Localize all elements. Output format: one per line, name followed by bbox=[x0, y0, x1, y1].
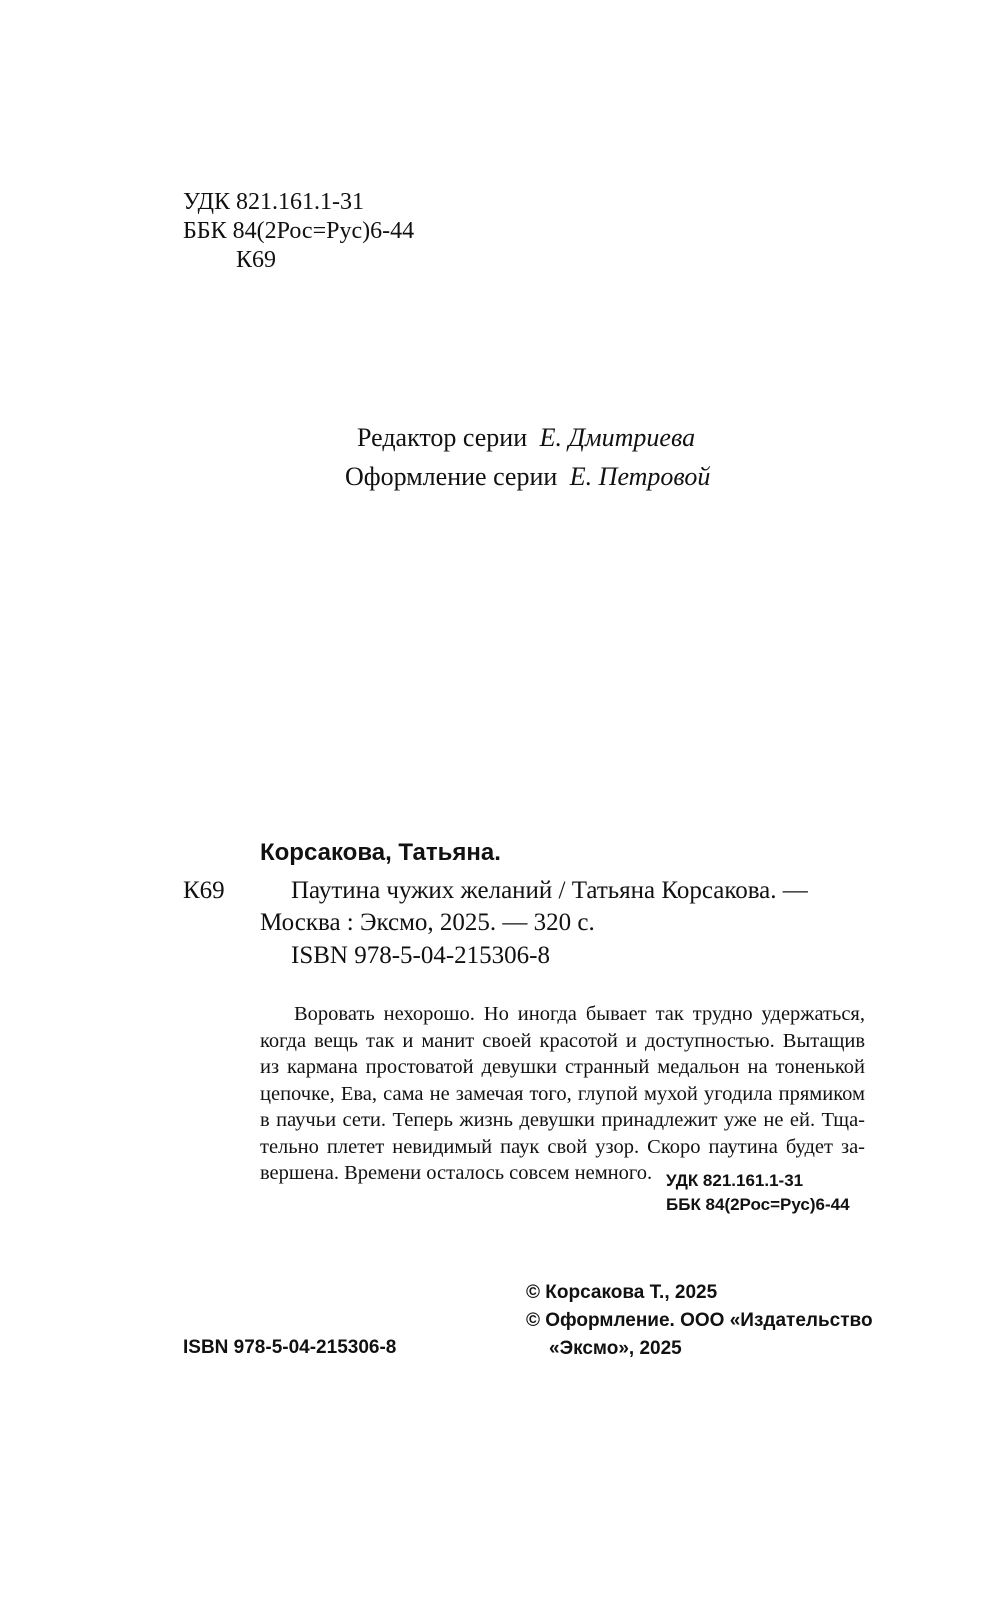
series-design-label: Оформление серии bbox=[345, 462, 558, 491]
record-imprint-line: Москва : Эксмо, 2025. — 320 с. bbox=[260, 909, 595, 936]
annotation-line: из кармана простоватой девушки странный медальон на тоненькой bbox=[260, 1056, 865, 1078]
annotation-line: когда вещь так и манит своей красотой и доступностью. Вытащив bbox=[260, 1029, 865, 1052]
series-design-line bbox=[345, 461, 710, 493]
annotation-line: Воровать нехорошо. Но иногда бывает так трудно удержаться, bbox=[294, 1003, 865, 1025]
series-editor-name: Е. Дмитриева bbox=[539, 423, 696, 452]
copyright-design-line-2: «Эксмо», 2025 bbox=[549, 1338, 682, 1359]
series-design-name: Е. Петровой bbox=[569, 462, 711, 491]
record-isbn: ISBN 978-5-04-215306-8 bbox=[291, 942, 551, 969]
udk-code-record: УДК 821.161.1-31 bbox=[666, 1171, 804, 1190]
annotation-line: вершена. Времени осталось совсем немного. bbox=[260, 1162, 653, 1184]
record-author-mark: К69 bbox=[183, 877, 225, 904]
annotation-line: цепочке, Ева, сама не замечая того, глупой мухой угодила прямиком bbox=[260, 1082, 865, 1105]
series-editor-line bbox=[357, 422, 695, 454]
annotation bbox=[260, 1001, 865, 1187]
record-author: Корсакова, Татьяна. bbox=[260, 839, 501, 866]
record-title-line: Паутина чужих желаний / Татьяна Корсакова. — bbox=[291, 877, 808, 904]
annotation-line: в паучьи сети. Теперь жизнь девушки принадлежит уже не ей. Тща- bbox=[260, 1109, 865, 1131]
series-editor-label: Редактор серии bbox=[357, 423, 528, 452]
footer-isbn: ISBN 978-5-04-215306-8 bbox=[183, 1337, 397, 1358]
udk-code-top: УДК 821.161.1-31 bbox=[183, 189, 364, 215]
bbk-code-record: ББК 84(2Рос=Рус)6-44 bbox=[666, 1195, 850, 1214]
author-mark-top: К69 bbox=[236, 247, 277, 273]
bbk-code-top: ББК 84(2Рос=Рус)6-44 bbox=[183, 218, 415, 244]
annotation-line: тельно плетет невидимый паук свой узор. Скоро паутина будет за- bbox=[260, 1135, 865, 1158]
copyright-design-line-1: © Оформление. ООО «Издательство bbox=[526, 1310, 873, 1331]
copyright-author: © Корсакова Т., 2025 bbox=[526, 1282, 718, 1303]
